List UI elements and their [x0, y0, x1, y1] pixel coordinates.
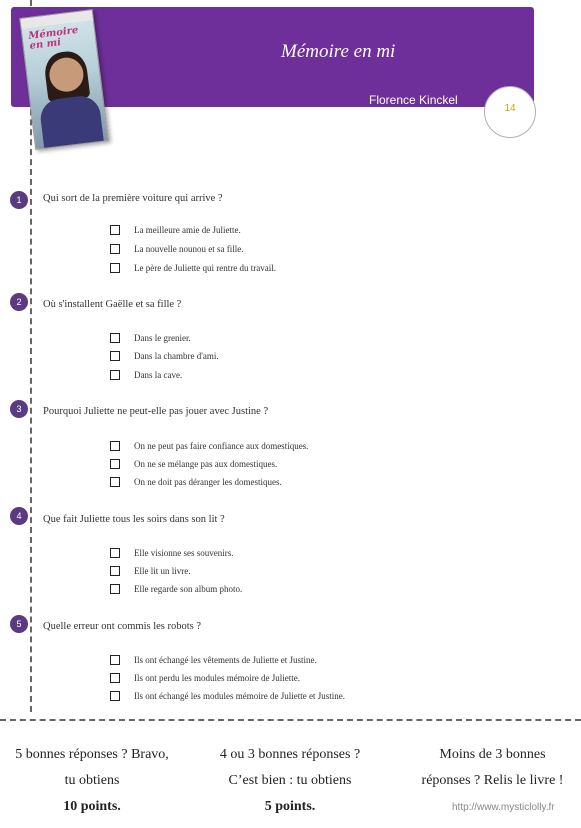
option-label: La nouvelle nounou et sa fille. — [134, 244, 244, 254]
option-row[interactable] — [110, 349, 219, 363]
score-points: 10 points. — [63, 799, 121, 814]
option-row[interactable] — [110, 582, 242, 596]
option-row[interactable] — [110, 242, 243, 256]
question-text: Quelle erreur ont commis les robots ? — [43, 621, 202, 632]
question-number: 3 — [10, 400, 28, 418]
question-text: Qui sort de la première voiture qui arrive ? — [43, 193, 223, 204]
cover-title: Mémoire en mi — [27, 24, 79, 52]
checkbox[interactable] — [110, 370, 120, 380]
score-block-reread — [405, 742, 580, 794]
checkbox[interactable] — [110, 691, 120, 701]
option-label: Ils ont échangé les modules mémoire de Juliette et Justine. — [134, 691, 345, 701]
score-line: réponses ? Relis le livre ! — [421, 773, 564, 788]
checkbox[interactable] — [110, 584, 120, 594]
horizontal-cut-line — [0, 719, 581, 721]
score-line: 4 ou 3 bonnes réponses ? — [219, 747, 361, 762]
option-label: Elle lit un livre. — [134, 566, 191, 576]
question-text: Pourquoi Juliette ne peut-elle pas jouer avec Justine ? — [43, 406, 269, 417]
option-label: Elle regarde son album photo. — [134, 584, 243, 594]
question-number: 1 — [10, 191, 28, 209]
checkbox[interactable] — [110, 441, 120, 451]
page-number-badge — [484, 86, 536, 138]
option-label: Dans le grenier. — [134, 333, 191, 343]
option-row[interactable] — [110, 689, 345, 703]
question-number: 4 — [10, 507, 28, 525]
option-row[interactable] — [110, 475, 282, 489]
option-label: Ils ont échangé les vêtements de Juliette et Justine. — [134, 655, 317, 665]
option-row[interactable] — [110, 439, 308, 453]
book-author: Florence Kinckel — [369, 93, 458, 107]
checkbox[interactable] — [110, 333, 120, 343]
option-label: Le père de Juliette qui rentre du travail. — [134, 263, 276, 273]
option-row[interactable] — [110, 261, 276, 275]
option-label: Elle visionne ses souvenirs. — [134, 548, 234, 558]
option-label: Ils ont perdu les modules mémoire de Juliette. — [134, 673, 300, 683]
question-number: 5 — [10, 615, 28, 633]
checkbox[interactable] — [110, 673, 120, 683]
score-points: 5 points. — [264, 799, 316, 814]
checkbox[interactable] — [110, 655, 120, 665]
question-text: Que fait Juliette tous les soirs dans son lit ? — [43, 514, 225, 525]
score-block-10-points — [2, 742, 182, 820]
question-number: 2 — [10, 293, 28, 311]
option-row[interactable] — [110, 546, 234, 560]
option-label: Dans la chambre d'ami. — [134, 351, 219, 361]
checkbox[interactable] — [110, 566, 120, 576]
checkbox[interactable] — [110, 548, 120, 558]
score-line: tu obtiens — [64, 773, 120, 788]
option-label: On ne peut pas faire confiance aux domestiques. — [134, 441, 309, 451]
score-block-5-points — [205, 742, 375, 820]
option-label: On ne doit pas déranger les domestiques. — [134, 477, 282, 487]
book-title: Mémoire en mi — [281, 41, 396, 62]
score-line: Moins de 3 bonnes — [439, 747, 546, 762]
checkbox[interactable] — [110, 477, 120, 487]
cover-body — [38, 94, 104, 150]
option-row[interactable] — [110, 368, 182, 382]
option-label: La meilleure amie de Juliette. — [134, 225, 241, 235]
option-row[interactable] — [110, 653, 317, 667]
question-text: Où s'installent Gaëlle et sa fille ? — [43, 299, 182, 310]
option-row[interactable] — [110, 223, 241, 237]
option-label: Dans la cave. — [134, 370, 183, 380]
checkbox[interactable] — [110, 459, 120, 469]
option-row[interactable] — [110, 457, 277, 471]
option-row[interactable] — [110, 564, 191, 578]
checkbox[interactable] — [110, 263, 120, 273]
option-row[interactable] — [110, 671, 300, 685]
checkbox[interactable] — [110, 225, 120, 235]
checkbox[interactable] — [110, 351, 120, 361]
option-row[interactable] — [110, 331, 191, 345]
page-number: 14 — [504, 103, 516, 114]
website-link[interactable]: http://www.mysticlolly.fr — [452, 802, 555, 813]
option-label: On ne se mélange pas aux domestiques. — [134, 459, 278, 469]
checkbox[interactable] — [110, 244, 120, 254]
score-line: C’est bien : tu obtiens — [228, 773, 352, 788]
score-line: 5 bonnes réponses ? Bravo, — [15, 747, 169, 762]
